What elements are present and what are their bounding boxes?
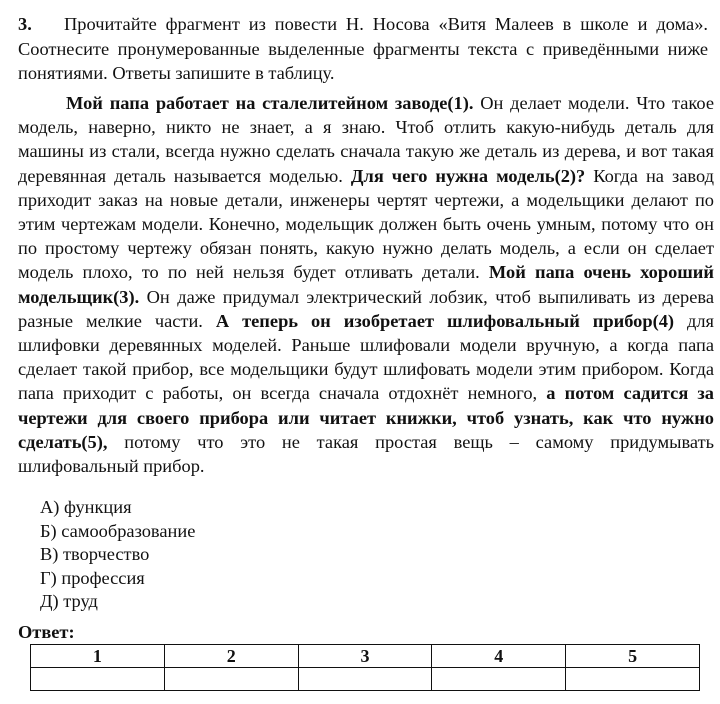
highlight-4: А теперь он изобретает шлифовальный прибор(4)	[215, 310, 675, 331]
answer-column-header: 1	[31, 645, 165, 668]
options-list	[40, 496, 195, 614]
passage-text-1: Он делает модели. Что такое модель, наверно, никто не знает, а я знаю. Чтоб отлить какую-нибудь деталь для машины из стали, всегда нужно сделать сначала такую же деталь из дерева, и вот такая деревянная деталь называется моделью.	[18, 93, 714, 186]
option-a: А) функция	[40, 497, 132, 517]
option-d: Г) профессия	[40, 567, 145, 588]
answer-column-header: 3	[298, 645, 432, 668]
task-instruction: Прочитайте фрагмент из повести Н. Носова «Витя Малеев в школе и дома». Соотнесите пронумерованные выделенные фрагменты текста с приведёнными ниже понятиями. Ответы запишите в таблицу.	[18, 14, 708, 83]
passage-text-5: потому что это не такая простая вещь – самому придумывать шлифовальный прибор.	[18, 431, 714, 477]
answer-cell[interactable]	[432, 668, 566, 691]
answer-cell[interactable]	[566, 668, 700, 691]
answer-cell[interactable]	[298, 668, 432, 691]
task-number: 3.	[18, 14, 32, 34]
answer-cell[interactable]	[31, 668, 165, 691]
highlight-3: Мой папа очень хороший модельщик(3).	[18, 262, 714, 307]
answer-label: Ответ:	[18, 622, 75, 642]
passage-text-2: Когда на завод приходит заказ на новые детали, инженеры чертят чертежи, а модельщики делают по этим чертежам модели. Конечно, модельщик должен быть очень умным, потому что он по простому чертежу обязан понять, какую нужно делать модель, а если он сделает модель плохо, то по ней нельзя будет отливать детали.	[18, 165, 715, 283]
answer-column-header: 5	[566, 645, 700, 668]
highlight-5: а потом садится за чертежи для своего прибора или читает книжки, чтоб узнать, как что нужно сделать(5),	[18, 383, 715, 452]
passage	[18, 91, 714, 478]
task-header	[18, 12, 708, 86]
passage-text-4: для шлифовки деревянных моделей. Раньше шлифовали модели вручную, а когда папа сделает такой прибор, все модельщики будут шлифовать модели этим прибором. Когда папа приходит с работы, он всегда сначала отдохнёт немного,	[18, 310, 714, 404]
highlight-1: Мой папа работает на сталелитейном заводе(1).	[66, 93, 474, 113]
highlight-2: Для чего нужна модель(2)?	[350, 165, 586, 186]
passage-text-3: Он даже придумал электрический лобзик, чтоб выпиливать из дерева разные мелкие части.	[18, 286, 714, 331]
option-c: В) творчество	[40, 544, 150, 565]
answer-input-row	[31, 668, 700, 691]
answer-cell[interactable]	[164, 668, 298, 691]
answer-column-header: 4	[432, 645, 566, 668]
answer-header-row	[31, 645, 700, 668]
answer-table	[30, 644, 700, 691]
answer-column-header: 2	[164, 645, 298, 668]
option-b: Б) самообразование	[40, 520, 196, 541]
option-e: Д) труд	[40, 591, 98, 612]
